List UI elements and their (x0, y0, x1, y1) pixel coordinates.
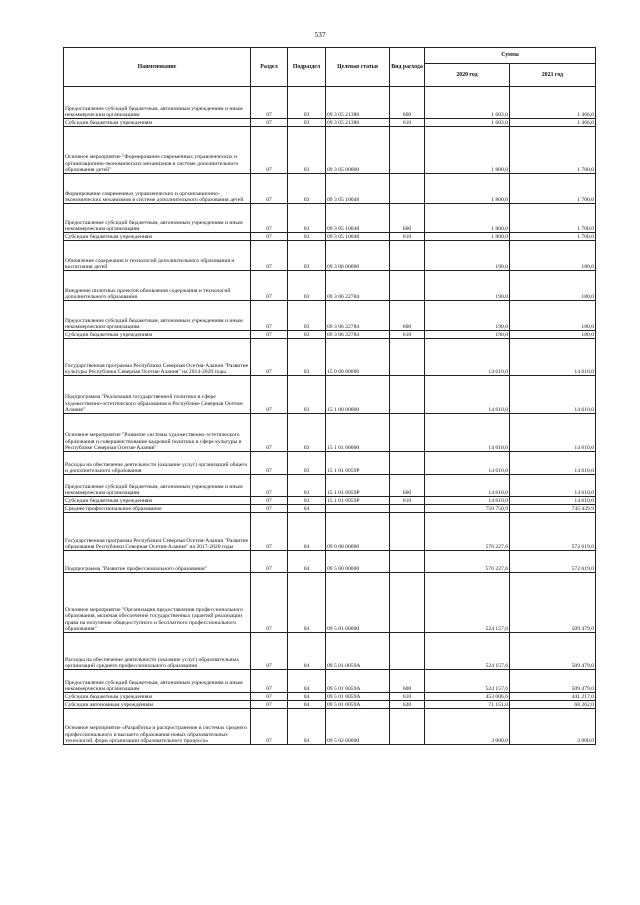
header-podrazdel: Подраздел (288, 48, 326, 87)
row-podrazdel: 03 (288, 376, 326, 414)
row-amount-2020: 1 800,0 (425, 127, 510, 174)
row-razdel: 07 (251, 301, 288, 331)
row-vid: 610 (390, 331, 425, 339)
row-amount-2021: 14 610,0 (510, 339, 596, 376)
row-amount-2020: 1 800,0 (425, 233, 510, 241)
row-name: Основное мероприятие "Развитие системы художественно-эстетического образования и совершенствование кадровой политики в сфере культуры в Республике Северная Осетия-Алания" (64, 414, 251, 452)
table-row (64, 414, 596, 452)
table-row (64, 376, 596, 414)
row-target: 15 1 01 0059Р (326, 452, 390, 475)
row-amount-2020: 576 227,6 (425, 551, 510, 573)
row-name: Формирование современных управленческих и организационно-экономических механизмов в системе дополнительного образования детей (64, 174, 251, 204)
row-podrazdel: 03 (288, 475, 326, 497)
row-razdel: 07 (251, 376, 288, 414)
row-target: 15 1 01 0059Р (326, 497, 390, 505)
row-name: Основное мероприятие "Формирование современных управленческих и организационно-экономических механизмов в системе дополнительного образования детей" (64, 127, 251, 174)
row-vid (390, 127, 425, 174)
row-amount-2021: 1 700,0 (510, 127, 596, 174)
row-razdel: 07 (251, 670, 288, 693)
row-name: Расходы на обеспечение деятельности (оказание услуг) организаций общего и дополнительного образования (64, 452, 251, 475)
table-row (64, 670, 596, 693)
row-target: 09 3 05 10048 (326, 174, 390, 204)
row-target (326, 505, 390, 513)
row-razdel: 07 (251, 241, 288, 271)
table-row (64, 241, 596, 271)
row-amount-2020: 1 603,0 (425, 87, 510, 119)
row-razdel: 07 (251, 331, 288, 339)
row-razdel: 07 (251, 204, 288, 233)
row-target: 09 5 01 0059А (326, 633, 390, 670)
row-podrazdel: 03 (288, 87, 326, 119)
row-amount-2020: 576 227,6 (425, 513, 510, 551)
row-amount-2021: 441 217,0 (510, 693, 596, 701)
row-razdel: 07 (251, 633, 288, 670)
row-vid (390, 551, 425, 573)
row-amount-2021: 68 262,0 (510, 701, 596, 709)
row-amount-2021: 1 700,0 (510, 174, 596, 204)
row-vid: 600 (390, 670, 425, 693)
row-vid: 600 (390, 301, 425, 331)
table-row (64, 233, 596, 241)
row-target: 15 1 00 00000 (326, 376, 390, 414)
row-amount-2021: 14 610,0 (510, 497, 596, 505)
row-vid (390, 241, 425, 271)
row-vid (390, 709, 425, 745)
row-podrazdel: 03 (288, 271, 326, 301)
row-razdel: 07 (251, 709, 288, 745)
row-name: Субсидии бюджетным учреждениям (64, 233, 251, 241)
row-razdel: 07 (251, 414, 288, 452)
row-target: 09 5 01 0059А (326, 670, 390, 693)
row-amount-2021: 509 479,0 (510, 573, 596, 633)
table-row (64, 204, 596, 233)
table-row (64, 497, 596, 505)
row-target: 09 3 05 10048 (326, 233, 390, 241)
row-target: 09 3 05 10048 (326, 204, 390, 233)
row-name: Государственная программа Республики Северная Осетия-Алания "Развитие образования Республики Северная Осетия-Алания" на 2017-2020 годы (64, 513, 251, 551)
row-amount-2020: 3 000,0 (425, 709, 510, 745)
row-razdel: 07 (251, 475, 288, 497)
row-amount-2021: 14 610,0 (510, 475, 596, 497)
row-amount-2020: 14 610,0 (425, 475, 510, 497)
row-amount-2020: 1 800,0 (425, 174, 510, 204)
row-razdel: 07 (251, 513, 288, 551)
row-target: 09 5 01 0059А (326, 701, 390, 709)
row-target: 09 3 05 21380 (326, 87, 390, 119)
row-name: Основное мероприятие "Организация предоставления профессионального образования, включая обеспечение государственных гарантий реализации права на получение общедоступного и бесплатного профессионального образования" (64, 573, 251, 633)
row-podrazdel: 03 (288, 241, 326, 271)
row-name: Субсидии бюджетным учреждениям (64, 331, 251, 339)
row-razdel: 07 (251, 701, 288, 709)
row-name: Государственная программа Республики Северная Осетия-Алания "Развитие культуры Республики Северная Осетия-Алания" на 2014-2020 годы (64, 339, 251, 376)
header-razdel: Раздел (251, 48, 288, 87)
row-podrazdel: 04 (288, 670, 326, 693)
row-podrazdel: 04 (288, 573, 326, 633)
row-name: Предоставление субсидий бюджетным, автономным учреждениям и иным некоммерческим организациям (64, 87, 251, 119)
row-name: Предоставление субсидий бюджетным, автономным учреждениям и иным некоммерческим организациям (64, 475, 251, 497)
table-header (64, 48, 596, 87)
row-podrazdel: 03 (288, 127, 326, 174)
table-row (64, 475, 596, 497)
row-target: 09 3 06 22784 (326, 271, 390, 301)
row-name: Субсидии бюджетным учреждениям (64, 497, 251, 505)
row-podrazdel: 04 (288, 701, 326, 709)
row-amount-2021: 14 610,0 (510, 414, 596, 452)
table-row (64, 573, 596, 633)
row-amount-2020: 453 006,6 (425, 693, 510, 701)
row-podrazdel: 03 (288, 119, 326, 127)
header-name: Наименование (64, 48, 251, 87)
row-podrazdel: 03 (288, 452, 326, 475)
row-amount-2020: 750 750,9 (425, 505, 510, 513)
row-amount-2020: 190,0 (425, 301, 510, 331)
row-razdel: 07 (251, 505, 288, 513)
row-vid (390, 339, 425, 376)
header-year-2021: 2021 год (510, 64, 596, 87)
row-vid: 610 (390, 693, 425, 701)
row-name: Предоставление субсидий бюджетным, автономным учреждениям и иным некоммерческим организациям (64, 301, 251, 331)
row-vid: 600 (390, 475, 425, 497)
row-podrazdel: 03 (288, 497, 326, 505)
table-row (64, 339, 596, 376)
row-podrazdel: 04 (288, 551, 326, 573)
row-razdel: 07 (251, 339, 288, 376)
row-amount-2021: 1 700,0 (510, 204, 596, 233)
row-amount-2020: 190,0 (425, 241, 510, 271)
budget-table (63, 47, 596, 745)
row-razdel: 07 (251, 497, 288, 505)
row-name: Внедрение пилотных проектов обновления содержания и технологий дополнительного образования (64, 271, 251, 301)
table-row (64, 452, 596, 475)
row-amount-2021: 572 619,0 (510, 551, 596, 573)
row-amount-2021: 14 610,0 (510, 452, 596, 475)
row-target: 09 5 00 00000 (326, 551, 390, 573)
row-amount-2021: 3 000,0 (510, 709, 596, 745)
row-vid (390, 376, 425, 414)
row-amount-2020: 524 157,6 (425, 573, 510, 633)
row-target: 09 5 01 00000 (326, 573, 390, 633)
table-row (64, 709, 596, 745)
row-amount-2021: 180,0 (510, 241, 596, 271)
row-target: 09 5 01 0059А (326, 693, 390, 701)
row-name: Основное мероприятие «Разработка и распространение в системах среднего профессионального и высшего образования новых образовательных технологий, форм организации образовательного процесса» (64, 709, 251, 745)
row-razdel: 07 (251, 551, 288, 573)
row-amount-2020: 14 610,0 (425, 376, 510, 414)
table-row (64, 301, 596, 331)
row-razdel: 07 (251, 127, 288, 174)
row-vid (390, 452, 425, 475)
row-vid: 620 (390, 701, 425, 709)
row-amount-2021: 745 439,9 (510, 505, 596, 513)
row-name: Обновление содержания и технологий дополнительного образования и воспитания детей (64, 241, 251, 271)
row-name: Предоставление субсидий бюджетным, автономным учреждениям и иным некоммерческим организациям (64, 204, 251, 233)
row-name: Субсидии бюджетным учреждениям (64, 119, 251, 127)
row-amount-2020: 14 610,0 (425, 414, 510, 452)
table-row (64, 633, 596, 670)
row-razdel: 07 (251, 271, 288, 301)
row-target: 09 3 06 00000 (326, 241, 390, 271)
row-podrazdel: 03 (288, 301, 326, 331)
row-name: Субсидии автономным учреждениям (64, 701, 251, 709)
row-amount-2020: 524 157,6 (425, 633, 510, 670)
table-row (64, 505, 596, 513)
page-number: 537 (314, 30, 326, 39)
row-target: 09 3 06 22784 (326, 331, 390, 339)
row-podrazdel: 04 (288, 505, 326, 513)
row-razdel: 07 (251, 573, 288, 633)
table-row (64, 87, 596, 119)
row-vid: 610 (390, 497, 425, 505)
row-podrazdel: 03 (288, 204, 326, 233)
row-amount-2021: 1 466,0 (510, 87, 596, 119)
row-vid: 600 (390, 204, 425, 233)
row-name: Подпрограмма "Развитие профессионального образования" (64, 551, 251, 573)
row-vid (390, 573, 425, 633)
row-amount-2021: 14 610,0 (510, 376, 596, 414)
row-vid (390, 271, 425, 301)
row-podrazdel: 04 (288, 633, 326, 670)
row-podrazdel: 04 (288, 513, 326, 551)
row-vid (390, 505, 425, 513)
row-target: 09 3 05 00000 (326, 127, 390, 174)
row-name: Субсидии бюджетным учреждениям (64, 693, 251, 701)
row-amount-2020: 1 800,0 (425, 204, 510, 233)
row-amount-2021: 180,0 (510, 271, 596, 301)
row-target: 09 0 00 00000 (326, 513, 390, 551)
row-amount-2021: 1 466,0 (510, 119, 596, 127)
row-amount-2021: 509 479,0 (510, 633, 596, 670)
row-amount-2021: 572 619,0 (510, 513, 596, 551)
row-name: Расходы на обеспечение деятельности (оказание услуг) образовательных организаций среднего профессионального образования (64, 633, 251, 670)
row-vid: 610 (390, 119, 425, 127)
row-razdel: 07 (251, 174, 288, 204)
row-podrazdel: 03 (288, 414, 326, 452)
row-podrazdel: 04 (288, 709, 326, 745)
table-row (64, 551, 596, 573)
table-row (64, 701, 596, 709)
table-row (64, 513, 596, 551)
row-amount-2020: 1 603,0 (425, 119, 510, 127)
row-target: 09 3 06 22784 (326, 301, 390, 331)
header-summa: Сумма (425, 48, 596, 64)
row-name: Подпрограмма "Реализация государственной политики в сфере художественно-эстетического образования в Республике Северная Осетия-Алания" (64, 376, 251, 414)
row-razdel: 07 (251, 693, 288, 701)
row-amount-2020: 14 610,0 (425, 339, 510, 376)
table-row (64, 127, 596, 174)
row-razdel: 07 (251, 119, 288, 127)
row-vid: 610 (390, 233, 425, 241)
row-vid (390, 633, 425, 670)
row-amount-2020: 190,0 (425, 331, 510, 339)
row-amount-2021: 1 700,0 (510, 233, 596, 241)
row-podrazdel: 03 (288, 339, 326, 376)
table-row (64, 271, 596, 301)
row-name: Предоставление субсидий бюджетным, автономным учреждениям и иным некоммерческим организациям (64, 670, 251, 693)
row-razdel: 07 (251, 452, 288, 475)
row-amount-2020: 14 610,0 (425, 452, 510, 475)
row-vid (390, 513, 425, 551)
header-vid: Вид расхода (390, 48, 425, 87)
row-amount-2020: 190,0 (425, 271, 510, 301)
row-target: 09 5 02 00000 (326, 709, 390, 745)
row-razdel: 07 (251, 233, 288, 241)
row-amount-2020: 14 610,0 (425, 497, 510, 505)
table-row (64, 693, 596, 701)
row-razdel: 07 (251, 87, 288, 119)
row-amount-2021: 180,0 (510, 331, 596, 339)
row-amount-2021: 509 479,0 (510, 670, 596, 693)
table-body (64, 87, 596, 745)
row-podrazdel: 03 (288, 233, 326, 241)
row-target: 09 3 05 21380 (326, 119, 390, 127)
row-vid: 600 (390, 87, 425, 119)
row-amount-2020: 524 157,6 (425, 670, 510, 693)
row-vid (390, 174, 425, 204)
row-amount-2020: 71 151,0 (425, 701, 510, 709)
row-target: 15 1 01 00000 (326, 414, 390, 452)
row-target: 15 1 01 0059Р (326, 475, 390, 497)
row-name: Среднее профессиональное образование (64, 505, 251, 513)
table-row (64, 331, 596, 339)
row-amount-2021: 180,0 (510, 301, 596, 331)
header-target: Целевая статья (326, 48, 390, 87)
table-row (64, 174, 596, 204)
row-podrazdel: 03 (288, 174, 326, 204)
row-vid (390, 414, 425, 452)
header-year-2020: 2020 год (425, 64, 510, 87)
table-row (64, 119, 596, 127)
row-podrazdel: 04 (288, 693, 326, 701)
row-target: 15 0 00 00000 (326, 339, 390, 376)
row-podrazdel: 03 (288, 331, 326, 339)
